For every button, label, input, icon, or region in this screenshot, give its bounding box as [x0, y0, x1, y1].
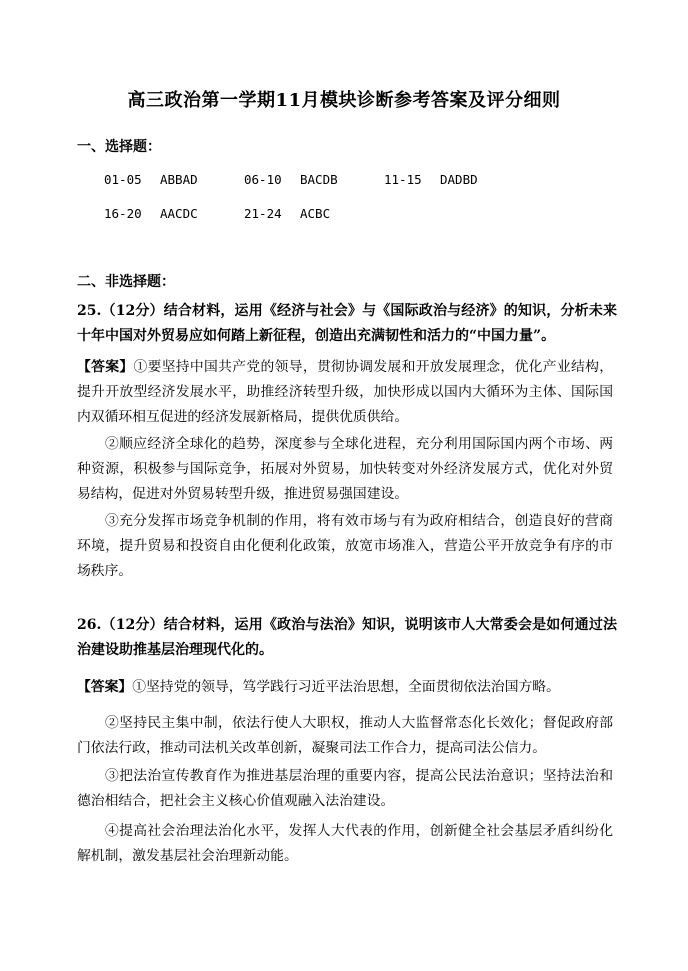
answer-range: 21-24 [244, 206, 282, 221]
answer-cell [384, 172, 524, 187]
question-25-stem: 25.（12分）结合材料，运用《经济与社会》与《国际政治与经济》的知识，分析未来十年中国对外贸易应如何踏上新征程，创造出充满韧性和活力的“中国力量”。 [77, 303, 617, 344]
section-heading-nonchoice: 二、非选择题： [77, 274, 175, 290]
question-26-answer-point-3: ③把法治宣传教育作为推进基层治理的重要内容，提高公民法治意识；坚持法治和德治相结合，把社会主义核心价值观融入法治建设。 [77, 768, 613, 809]
question-26-stem: 26.（12分）结合材料，运用《政治与法治》知识，说明该市人大常委会是如何通过法治建设助推基层治理现代化的。 [77, 617, 617, 658]
answer-text: ①要坚持中国共产党的领导，贯彻协调发展和开放发展理念，优化产业结构，提升开放型经济发展水平，助推经济转型升级，加快形成以国内大循环为主体、国际国内双循环相互促进的经济发展新格局，提供优质供给。 [77, 359, 614, 425]
question-26-answer-point-1 [77, 675, 613, 700]
answer-range: 11-15 [384, 172, 422, 187]
answer-value: BACDB [300, 172, 338, 187]
question-25-answer-point-2: ②顺应经济全球化的趋势，深度参与全球化进程，充分利用国际国内两个市场、两种资源，积极参与国际竞争，拓展对外贸易，加快转变对外经济发展方式，优化对外贸易结构，促进对外贸易转型升级，推进贸易强国建设。 [77, 436, 613, 502]
answer-range: 06-10 [244, 172, 282, 187]
answer-range: 01-05 [104, 172, 142, 187]
answer-cell [244, 206, 384, 221]
answer-text: ①坚持党的领导，笃学践行习近平法治思想，全面贯彻依法治国方略。 [132, 679, 560, 695]
answer-cell [244, 172, 384, 187]
answer-value: ABBAD [160, 172, 198, 187]
question-25-answer-point-3: ③充分发挥市场竞争机制的作用，将有效市场与有为政府相结合，创造良好的营商环境，提升贸易和投资自由化便利化政策，放宽市场准入，营造公平开放竞争有序的市场秩序。 [77, 513, 613, 579]
question-26-answer-point-4: ④提高社会治理法治化水平，发挥人大代表的作用，创新健全社会基层矛盾纠纷化解机制，激发基层社会治理新动能。 [77, 823, 613, 864]
answer-value: ACBC [300, 206, 331, 221]
answer-cell [104, 172, 244, 187]
question-25-answer-point-1 [77, 355, 613, 430]
answer-tag: 【答案】 [77, 679, 133, 695]
answer-row [104, 206, 384, 221]
answer-row [104, 172, 524, 187]
answer-range: 16-20 [104, 206, 142, 221]
question-26-answer-point-2: ②坚持民主集中制，依法行使人大职权，推动人大监督常态化长效化；督促政府部门依法行政，推动司法机关改革创新，凝聚司法工作合力，提高司法公信力。 [77, 715, 613, 756]
answer-value: AACDC [160, 206, 198, 221]
page-title: 高三政治第一学期11月模块诊断参考答案及评分细则 [127, 90, 561, 111]
answer-tag: 【答案】 [77, 359, 134, 375]
answer-cell [104, 206, 244, 221]
answer-value: DADBD [440, 172, 478, 187]
section-heading-choice: 一、选择题： [77, 139, 161, 155]
